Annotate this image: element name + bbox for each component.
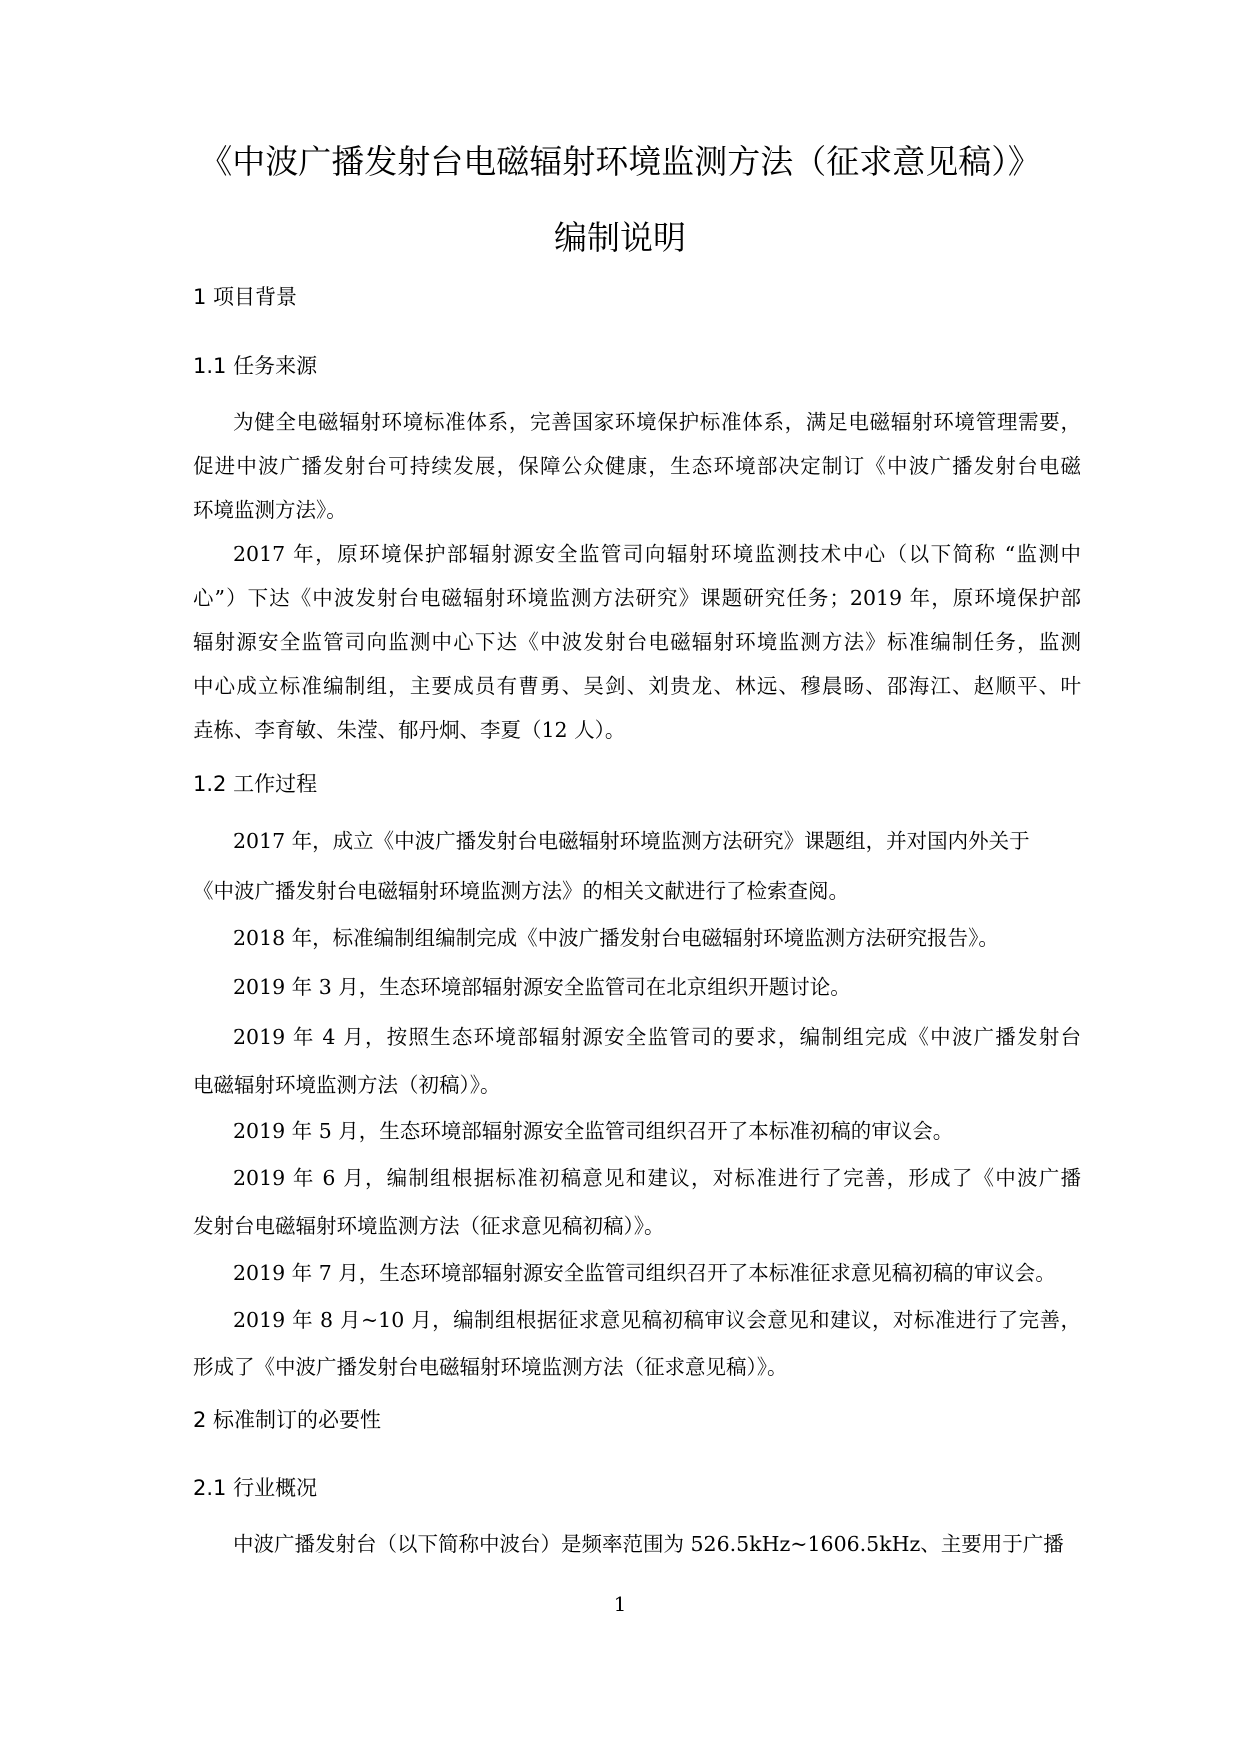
section-heading-1-1: 1.1 任务来源 bbox=[193, 354, 318, 378]
paragraph-line: 2017 年，成立《中波广播发射台电磁辐射环境监测方法研究》课题组，并对国内外关于 bbox=[233, 829, 1030, 853]
paragraph-line: 发射台电磁辐射环境监测方法（征求意见稿初稿）》。 bbox=[193, 1214, 665, 1238]
paragraph-line: 2018 年，标准编制组编制完成《中波广播发射台电磁辐射环境监测方法研究报告》。 bbox=[233, 926, 999, 950]
document-title: 《中波广播发射台电磁辐射环境监测方法（征求意见稿）》 bbox=[199, 142, 1041, 181]
paragraph-line: 2019 年 4 月，按照生态环境部辐射源安全监管司的要求，编制组完成《中波广播发射台 bbox=[233, 1025, 1081, 1049]
paragraph-line: 《中波广播发射台电磁辐射环境监测方法》的相关文献进行了检索查阅。 bbox=[193, 879, 849, 903]
section-heading-2-1: 2.1 行业概况 bbox=[193, 1476, 318, 1500]
paragraph-line: 2019 年 5 月，生态环境部辐射源安全监管司组织召开了本标准初稿的审议会。 bbox=[233, 1119, 954, 1143]
section-heading-1: 1 项目背景 bbox=[193, 285, 298, 309]
paragraph-line: 中心成立标准编制组，主要成员有曹勇、吴剑、刘贵龙、林远、穆晨旸、邵海江、赵顺平、叶 bbox=[193, 674, 1081, 698]
paragraph-line: 心”）下达《中波发射台电磁辐射环境监测方法研究》课题研究任务；2019 年，原环境保护部 bbox=[193, 586, 1081, 610]
paragraph-line: 为健全电磁辐射环境标准体系，完善国家环境保护标准体系，满足电磁辐射环境管理需要， bbox=[233, 410, 1081, 434]
page-number: 1 bbox=[613, 1592, 627, 1616]
paragraph-line: 垚栋、李育敏、朱滢、郁丹炯、李夏（12 人）。 bbox=[193, 718, 626, 742]
paragraph-line: 电磁辐射环境监测方法（初稿）》。 bbox=[193, 1073, 501, 1097]
paragraph-line: 形成了《中波广播发射台电磁辐射环境监测方法（征求意见稿）》。 bbox=[193, 1355, 788, 1379]
paragraph-line: 促进中波广播发射台可持续发展，保障公众健康，生态环境部决定制订《中波广播发射台电磁 bbox=[193, 454, 1081, 478]
document-subtitle: 编制说明 bbox=[554, 218, 686, 257]
paragraph-line: 辐射源安全监管司向监测中心下达《中波发射台电磁辐射环境监测方法》标准编制任务，监测 bbox=[193, 630, 1081, 654]
paragraph-line: 中波广播发射台（以下简称中波台）是频率范围为 526.5kHz~1606.5kHz、主要用于广播 bbox=[233, 1532, 1064, 1556]
paragraph-line: 2019 年 3 月，生态环境部辐射源安全监管司在北京组织开题讨论。 bbox=[233, 975, 851, 999]
paragraph-line: 2019 年 8 月~10 月，编制组根据征求意见稿初稿审议会意见和建议，对标准进行了完善， bbox=[233, 1308, 1081, 1332]
section-heading-1-2: 1.2 工作过程 bbox=[193, 772, 318, 796]
paragraph-line: 2017 年，原环境保护部辐射源安全监管司向辐射环境监测技术中心（以下简称 “监测中 bbox=[233, 542, 1081, 566]
section-heading-2: 2 标准制订的必要性 bbox=[193, 1408, 382, 1432]
paragraph-line: 环境监测方法》。 bbox=[193, 498, 347, 522]
paragraph-line: 2019 年 7 月，生态环境部辐射源安全监管司组织召开了本标准征求意见稿初稿的审议会。 bbox=[233, 1261, 1056, 1285]
paragraph-line: 2019 年 6 月，编制组根据标准初稿意见和建议，对标准进行了完善，形成了《中波广播 bbox=[233, 1166, 1081, 1190]
